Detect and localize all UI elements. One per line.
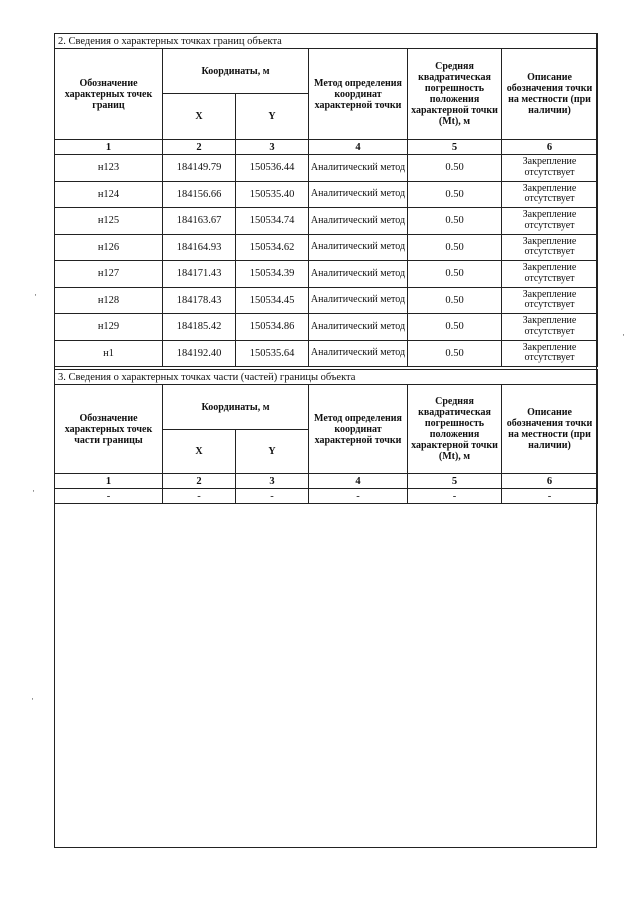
scan-speck: · [622,330,625,340]
table-row [55,234,598,261]
empty-cell: - [163,489,236,504]
points-table [54,33,598,367]
description: Закрепление отсутствует [502,287,598,314]
table-row [55,287,598,314]
column-number: 3 [236,474,309,489]
coord-x: 184171.43 [163,261,236,288]
error: 0.50 [408,208,502,235]
table-row [55,261,598,288]
point-id: н129 [55,314,163,341]
error: 0.50 [408,234,502,261]
header-y: Y [236,430,309,474]
method: Аналитический метод [309,287,408,314]
point-id: н1 [55,340,163,367]
empty-cell: - [236,489,309,504]
coord-x: 184178.43 [163,287,236,314]
coord-x: 184185.42 [163,314,236,341]
table-row [55,340,598,367]
coord-x: 184164.93 [163,234,236,261]
column-number: 2 [163,140,236,155]
coord-y: 150534.86 [236,314,309,341]
empty-cell: - [55,489,163,504]
empty-cell: - [309,489,408,504]
table-row [55,155,598,182]
coord-y: 150536.44 [236,155,309,182]
coord-y: 150534.39 [236,261,309,288]
section-title: 2. Сведения о характерных точках границ объекта [55,34,598,49]
error: 0.50 [408,155,502,182]
header-designation: Обозначение характерных точек части границы [55,385,163,474]
column-number: 6 [502,140,598,155]
header-coordinates: Координаты, м [163,49,309,94]
header-method: Метод определения координат характерной точки [309,49,408,140]
column-number: 5 [408,474,502,489]
method: Аналитический метод [309,155,408,182]
table-row [55,489,598,504]
description: Закрепление отсутствует [502,340,598,367]
point-id: н126 [55,234,163,261]
column-number: 3 [236,140,309,155]
scan-speck: · [31,694,34,704]
method: Аналитический метод [309,181,408,208]
coord-y: 150534.45 [236,287,309,314]
table-row [55,314,598,341]
column-number: 5 [408,140,502,155]
description: Закрепление отсутствует [502,155,598,182]
error: 0.50 [408,261,502,288]
error: 0.50 [408,340,502,367]
error: 0.50 [408,181,502,208]
header-error: Средняя квадратическая погрешность положения характерной точки (Mt), м [408,49,502,140]
coord-y: 150535.40 [236,181,309,208]
point-id: н127 [55,261,163,288]
description: Закрепление отсутствует [502,208,598,235]
description: Закрепление отсутствует [502,261,598,288]
coord-x: 184156.66 [163,181,236,208]
header-y: Y [236,94,309,140]
method: Аналитический метод [309,234,408,261]
header-error: Средняя квадратическая погрешность положения характерной точки (Mt), м [408,385,502,474]
coord-x: 184149.79 [163,155,236,182]
column-number: 4 [309,474,408,489]
empty-cell: - [502,489,598,504]
header-designation: Обозначение характерных точек границ [55,49,163,140]
column-number: 1 [55,474,163,489]
point-id: н125 [55,208,163,235]
coord-y: 150534.62 [236,234,309,261]
description: Закрепление отсутствует [502,234,598,261]
coord-x: 184163.67 [163,208,236,235]
document-frame [54,33,597,848]
table-row [55,181,598,208]
method: Аналитический метод [309,340,408,367]
scan-speck: · [34,290,37,300]
method: Аналитический метод [309,208,408,235]
point-id: н128 [55,287,163,314]
method: Аналитический метод [309,314,408,341]
scan-speck: · [32,486,35,496]
table-row [55,208,598,235]
method: Аналитический метод [309,261,408,288]
coord-y: 150535.64 [236,340,309,367]
part-points-table [54,369,598,504]
coord-y: 150534.74 [236,208,309,235]
column-number: 2 [163,474,236,489]
error: 0.50 [408,287,502,314]
description: Закрепление отсутствует [502,314,598,341]
description: Закрепление отсутствует [502,181,598,208]
header-description: Описание обозначения точки на местности (при наличии) [502,49,598,140]
header-description: Описание обозначения точки на местности (при наличии) [502,385,598,474]
empty-cell: - [408,489,502,504]
error: 0.50 [408,314,502,341]
column-number: 1 [55,140,163,155]
header-x: X [163,430,236,474]
point-id: н123 [55,155,163,182]
header-x: X [163,94,236,140]
column-number: 6 [502,474,598,489]
section-title: 3. Сведения о характерных точках части (частей) границы объекта [55,370,598,385]
header-coordinates: Координаты, м [163,385,309,430]
column-number: 4 [309,140,408,155]
header-method: Метод определения координат характерной точки [309,385,408,474]
point-id: н124 [55,181,163,208]
coord-x: 184192.40 [163,340,236,367]
